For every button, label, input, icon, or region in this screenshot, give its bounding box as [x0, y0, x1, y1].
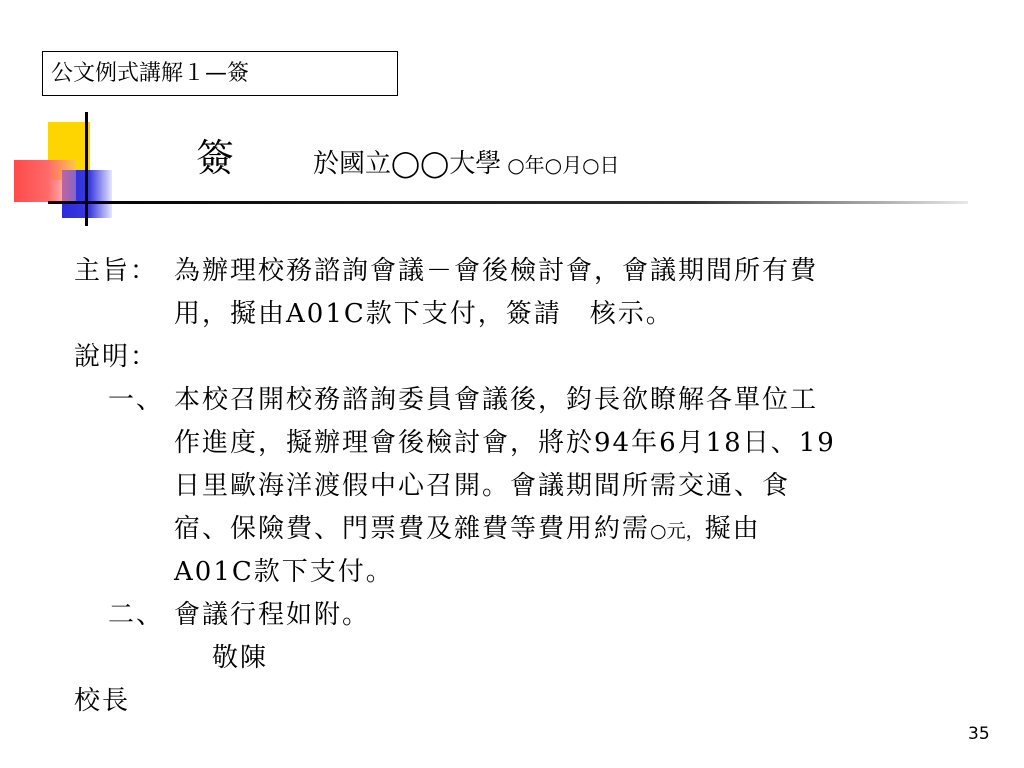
document-date: ○年○月○日 [507, 153, 620, 177]
item-marker: 一、 [108, 385, 165, 415]
amount-text: ○元， [650, 520, 705, 542]
explanation-label: 說明： [74, 342, 159, 372]
explanation-heading [74, 336, 974, 379]
subject-text-line: 為辦理校務諮詢會議－會後檢討會，會議期間所有費 [174, 256, 819, 286]
item-1-line-5 [74, 551, 974, 594]
document-heading [313, 147, 620, 182]
item-text: 擬由 [704, 514, 761, 544]
item-text-line: A01C款下支付。 [174, 557, 394, 587]
signer-text: 校長 [74, 686, 131, 716]
document-body [74, 250, 974, 723]
item-1-line-1 [74, 379, 974, 422]
item-1-line-3 [74, 465, 974, 508]
item-text-line [174, 508, 761, 553]
subject-line-1 [74, 250, 974, 293]
item-1-line-4 [74, 508, 974, 551]
item-text-line: 日里歐海洋渡假中心召開。會議期間所需交通、食 [174, 471, 791, 501]
subject-text-line: 用，擬由A01C款下支付，簽請 核示。 [174, 299, 674, 329]
page-number: 35 [968, 724, 990, 744]
item-1-line-2 [74, 422, 974, 465]
item-text-line: 本校召開校務諮詢委員會議後，鈞長欲瞭解各單位工 [174, 385, 819, 415]
item-text-line: 會議行程如附。 [174, 600, 371, 630]
item-text: 宿、保險費、門票費及雜費等費用約需 [174, 514, 651, 544]
logo-red-square [14, 160, 76, 202]
logo-vertical-line [85, 112, 88, 226]
subject-line-2 [74, 293, 974, 336]
slide-title: 公文例式講解１—簽 [42, 51, 398, 96]
subject-label: 主旨： [74, 256, 159, 286]
signer-row [74, 680, 974, 723]
organization: 於國立◯◯大學 [313, 149, 502, 179]
document-type: 簽 [196, 136, 235, 180]
item-marker: 二、 [108, 600, 165, 630]
item-2-line-1 [74, 594, 974, 637]
item-text-line: 作進度，擬辦理會後檢討會，將於94年6月18日、19 [174, 428, 836, 458]
header-divider [48, 201, 968, 204]
closing-text: 敬陳 [212, 643, 269, 673]
closing-row [74, 637, 974, 680]
